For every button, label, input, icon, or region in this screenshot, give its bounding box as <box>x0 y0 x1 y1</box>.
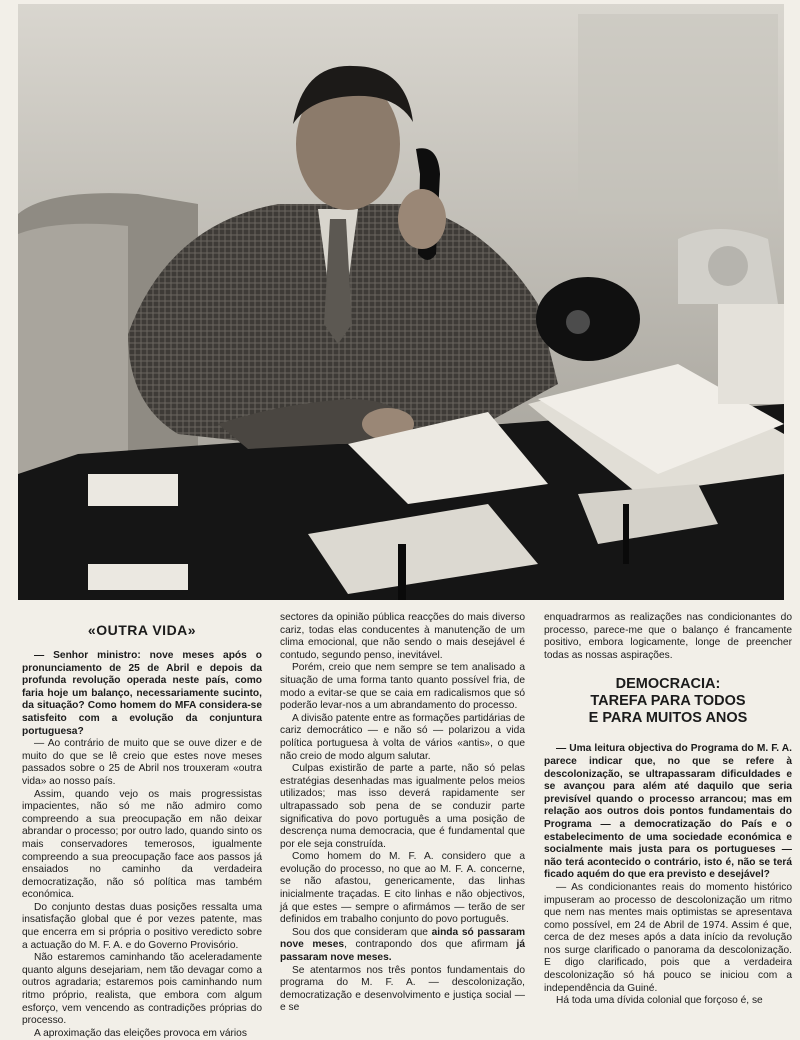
paragraph: Não estaremos caminhando tão aceleradamente quanto alguns desejariam, nem tão devagar como a outros agradaria; estaremos pois caminhando num ritmo próprio, realista, que embora com algum esforço, vem vencendo as contradições próprias do processo. <box>22 952 262 1027</box>
photo-illustration <box>18 4 784 600</box>
paragraph-nove-meses <box>280 927 525 965</box>
interview-question-1: — Senhor ministro: nove meses após o pronunciamento de 25 de Abril e depois da profunda revolução operada neste país, como faria hoje um balanço, necessariamente sucinto, da situação? Como homem do MFA considera-se satisfeito com a evolução da conjuntura portuguesa? <box>22 650 262 737</box>
paragraph: Assim, quando vejo os mais progressistas impacientes, não só me não admiro como compreendo a sua preocupação em não deixar abrandar o processo; por outro lado, quando sinto os mais conservadores temerosos, igualmente compreendo a sua preocupação face aos passos já ensaiados no caminho da verdadeira democratização, não só política mas também económica. <box>22 788 262 901</box>
interview-question-2: — Uma leitura objectiva do Programa do M. F. A. parece indicar que, no que se refere à descolonização, se ultrapassaram dificuldades e se avançou para além até daquilo que seria previsível quando o processo arrancou; mas em relação aos outros dois pontos fundamentais do Programa — a democratização do País e o estabelecimento de uma sociedade económica e socialmente mais justa para os portugueses — não terá acontecido o contrário, isto é, não se terá ficado aquém do que era previsto e desejável? <box>544 743 792 881</box>
paragraph: — Ao contrário de muito que se ouve dizer e de muito do que se lê creio que estes nove meses passados sobre o 25 de Abril nos trouxeram «outra vida» ao nosso país. <box>22 738 262 787</box>
emphasis-text: já passaram nove meses. <box>280 939 525 964</box>
paragraph: Porém, creio que nem sempre se tem analisado a situação de uma forma tanto quanto possível fria, de modo a evitar-se que se caia em radicalismos que só poderão levar-nos a um abrandamento do processo. <box>280 662 525 712</box>
text-run: , contrapondo dos que afirmam <box>344 939 517 951</box>
paragraph: Como homem do M. F. A. considero que a evolução do processo, no que ao M. F. A. concerne, se não afastou, genericamente, das linhas inicialmente traçadas. E cito linhas e não objectivos, já que estes — sempre o afirmámos — terão de ser definidos em trabalho conjunto do povo português. <box>280 851 525 926</box>
heading-line: E PARA MUITOS ANOS <box>588 710 748 727</box>
paragraph: sectores da opinião pública reacções do mais diverso cariz, todas elas conducentes à manutenção de um clima emocional, que não sendo o mais desejável é contudo, segundo penso, inevitável. <box>280 612 525 661</box>
article-column-1 <box>22 612 262 1039</box>
paragraph: Do conjunto destas duas posições ressalta uma insatisfação global que é por vezes patente, mas que encerra em si própria o positivo veredicto sobre a actuação do M. F. A. e do Governo Provisório. <box>22 901 262 951</box>
text-run: Sou dos que consideram que <box>292 926 432 938</box>
emphasis-text: ainda só passaram nove meses <box>280 926 525 951</box>
article-column-2 <box>280 612 525 1014</box>
paragraph: Se atentarmos nos três pontos fundamentais do programa do M. F. A. — descolonização, democratização e desenvolvimento e justiça social — e se <box>280 964 525 1014</box>
section-heading-outra-vida: «OUTRA VIDA» <box>87 622 197 638</box>
heading-line: DEMOCRACIA: <box>615 676 721 693</box>
paragraph: A aproximação das eleições provoca em vários <box>34 1027 247 1039</box>
paragraph: Há toda uma dívida colonial que forçoso é, se <box>556 995 763 1007</box>
section-heading-democracia <box>544 676 792 727</box>
paragraph: enquadrarmos as realizações nas condicionantes do processo, parece-me que o balanço é francamente positivo, embora logicamente, longe de preencher todas as nossas aspirações. <box>544 612 792 661</box>
article-photo <box>18 4 784 600</box>
paragraph: A divisão patente entre as formações partidárias de cariz democrático — e não só — polarizou a vida política portuguesa à volta de vários «antis», o que não creio de modo algum salutar. <box>280 712 525 762</box>
paragraph: — As condicionantes reais do momento histórico impuseram ao processo de descolonização um ritmo que nem nas mentes mais optimistas se apresentava como possível, em 24 de Abril de 1974. Assim é que, cerca de dez meses após a data início da revolução nos surge clarificado o panorama da descolonização. E digo clarificado, pois que a verdadeira descolonização só há pouco se iniciou com a independência da Guiné. <box>544 881 792 994</box>
paragraph: Culpas existirão de parte a parte, não só pelas estratégias desenhadas mas igualmente pelos meios utilizados; mas isso deverá rapidamente ser ultrapassado sob pena de se conduzir parte significativa do povo português a uma posição de descrença numa democracia, que é fundamental que por ele seja construída. <box>280 763 525 850</box>
article-column-3 <box>544 612 792 1007</box>
heading-line: TAREFA PARA TODOS <box>590 693 746 710</box>
